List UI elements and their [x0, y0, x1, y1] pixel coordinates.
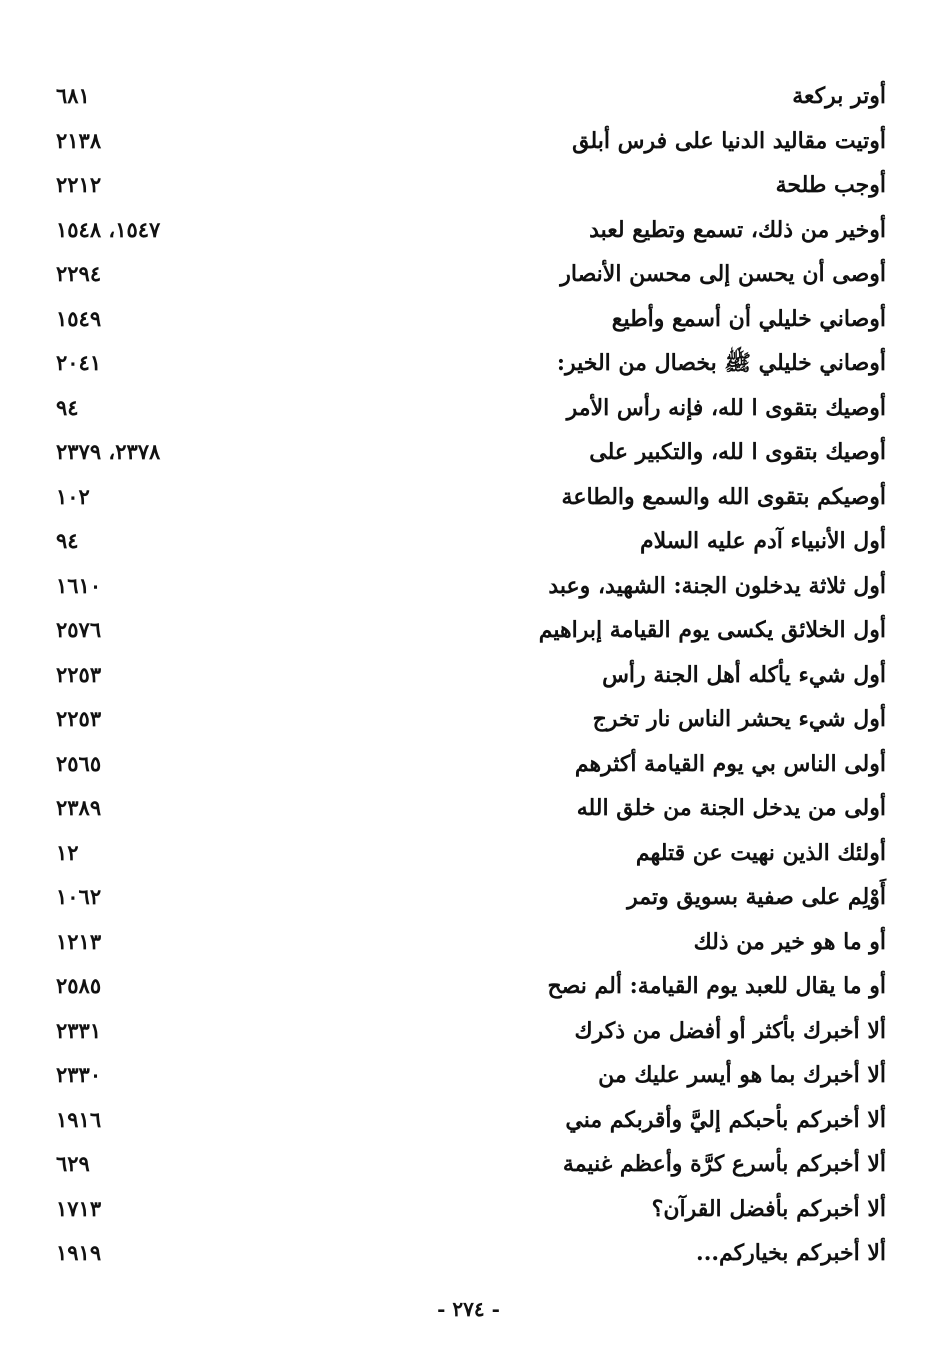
hadith-numbers: ٢٥٧٦ — [56, 617, 102, 642]
hadith-incipit: ألا أخبرك بما هو أيسر عليك من — [598, 1062, 886, 1088]
hadith-incipit: أوصيك بتقوى ا لله، فإنه رأس الأمر — [566, 394, 886, 421]
hadith-numbers: ٢٣٣١ — [56, 1017, 102, 1043]
hadith-incipit: ألا أخبركم بأسرع كرَّة وأعظم غنيمة — [562, 1151, 886, 1177]
hadith-incipit: ألا أخبركم بخياركم... — [696, 1240, 886, 1266]
index-entry — [56, 786, 886, 831]
hadith-incipit: أوصاني خليلي ﷺ بخصال من الخير: — [556, 350, 886, 376]
hadith-numbers: ٩٤ — [56, 528, 79, 553]
index-entry — [56, 742, 886, 787]
hadith-incipit: أوتر بركعة — [792, 83, 886, 109]
hadith-numbers: ٦٢٩ — [56, 1151, 90, 1176]
hadith-incipit: أولى الناس بي يوم القيامة أكثرهم — [574, 750, 886, 777]
index-entry — [56, 920, 886, 965]
hadith-numbers: ٦٨١ — [56, 83, 90, 108]
hadith-incipit: ألا أخبركم بأفضل القرآن؟ — [651, 1195, 886, 1222]
index-entry — [56, 1187, 886, 1232]
hadith-incipit: ألا أخبركم بأحبكم إليَّ وأقربكم مني — [565, 1106, 886, 1133]
hadith-incipit: أو ما هو خير من ذلك — [693, 928, 886, 955]
hadith-numbers: ١٠٦٢ — [56, 884, 102, 909]
index-entry — [56, 163, 886, 208]
hadith-numbers: ١٢ — [56, 839, 79, 865]
index-entry — [56, 475, 886, 520]
index-entry — [56, 608, 886, 653]
index-entry — [56, 875, 886, 920]
hadith-numbers: ٢٢٩٤ — [56, 261, 102, 286]
index-entry — [56, 697, 886, 742]
index-entry — [56, 208, 886, 253]
hadith-incipit: ألا أخبرك بأكثر أو أفضل من ذكرك — [574, 1017, 886, 1044]
index-entry — [56, 964, 886, 1009]
hadith-incipit: أوصيك بتقوى ا لله، والتكبير على — [589, 439, 886, 465]
hadith-numbers: ٢٢٥٣ — [56, 706, 102, 731]
hadith-numbers: ٢٣٨٩ — [56, 795, 102, 820]
hadith-incipit: أوصاني خليلي أن أسمع وأطيع — [611, 305, 886, 332]
hadith-numbers: ٢٣٣٠ — [56, 1062, 102, 1087]
hadith-numbers: ١٩١٦ — [56, 1106, 102, 1132]
hadith-numbers: ١٥٤٩ — [56, 305, 102, 331]
page-number: - ٢٧٤ - — [437, 1297, 500, 1321]
index-entry — [56, 1142, 886, 1187]
hadith-numbers: ١٧١٣ — [56, 1195, 102, 1221]
hadith-numbers: ٩٤ — [56, 394, 79, 420]
index-entry — [56, 252, 886, 297]
index-entry — [56, 297, 886, 342]
index-entry — [56, 831, 886, 876]
index-entry — [56, 1009, 886, 1054]
hadith-incipit: أول ثلاثة يدخلون الجنة: الشهيد، وعبد — [548, 572, 886, 599]
hadith-incipit: أول شيء يأكله أهل الجنة رأس — [602, 661, 886, 688]
hadith-incipit: أوخير من ذلك، تسمع وتطيع لعبد — [589, 216, 886, 243]
index-entry — [56, 430, 886, 475]
hadith-numbers: ١٥٤٧، ١٥٤٨ — [56, 216, 161, 242]
hadith-incipit: أوصى أن يحسن إلى محسن الأنصار — [560, 261, 886, 287]
hadith-incipit: أوتيت مقاليد الدنيا على فرس أبلق — [572, 127, 886, 154]
index-entry — [56, 1098, 886, 1143]
index-entry — [56, 564, 886, 609]
index-entry — [56, 119, 886, 164]
hadith-numbers: ١٢١٣ — [56, 928, 102, 954]
hadith-incipit: أول شيء يحشر الناس نار تخرج — [592, 706, 886, 732]
hadith-numbers: ٢٢١٢ — [56, 172, 102, 197]
hadith-incipit: أوجب طلحة — [775, 172, 886, 198]
index-entry — [56, 74, 886, 119]
hadith-numbers: ٢٥٨٥ — [56, 973, 102, 998]
hadith-incipit: أولئك الذين نهيت عن قتلهم — [635, 839, 886, 866]
hadith-numbers: ١٩١٩ — [56, 1240, 102, 1265]
hadith-index-list — [56, 74, 886, 1276]
hadith-numbers: ٢٣٧٨، ٢٣٧٩ — [56, 439, 161, 464]
index-entry — [56, 519, 886, 564]
hadith-incipit: أولى من يدخل الجنة من خلق الله — [576, 795, 886, 821]
hadith-numbers: ٢٢٥٣ — [56, 661, 102, 687]
hadith-numbers: ١٠٢ — [56, 483, 90, 509]
hadith-incipit: أو ما يقال للعبد يوم القيامة: ألم نصح — [547, 973, 886, 999]
index-entry — [56, 341, 886, 386]
index-entry — [56, 1231, 886, 1276]
hadith-incipit: أَوْلِم على صفية بسويق وتمر — [627, 884, 886, 910]
index-entry — [56, 1053, 886, 1098]
hadith-numbers: ٢٥٦٥ — [56, 750, 102, 776]
hadith-incipit: أول الأنبياء آدم عليه السلام — [639, 528, 886, 554]
index-entry — [56, 653, 886, 698]
index-entry — [56, 386, 886, 431]
hadith-incipit: أوصيكم بتقوى الله والسمع والطاعة — [561, 483, 886, 510]
hadith-incipit: أول الخلائق يكسى يوم القيامة إبراهيم — [538, 617, 886, 643]
hadith-numbers: ٢٠٤١ — [56, 350, 102, 375]
hadith-numbers: ١٦١٠ — [56, 572, 102, 598]
hadith-numbers: ٢١٣٨ — [56, 127, 102, 153]
